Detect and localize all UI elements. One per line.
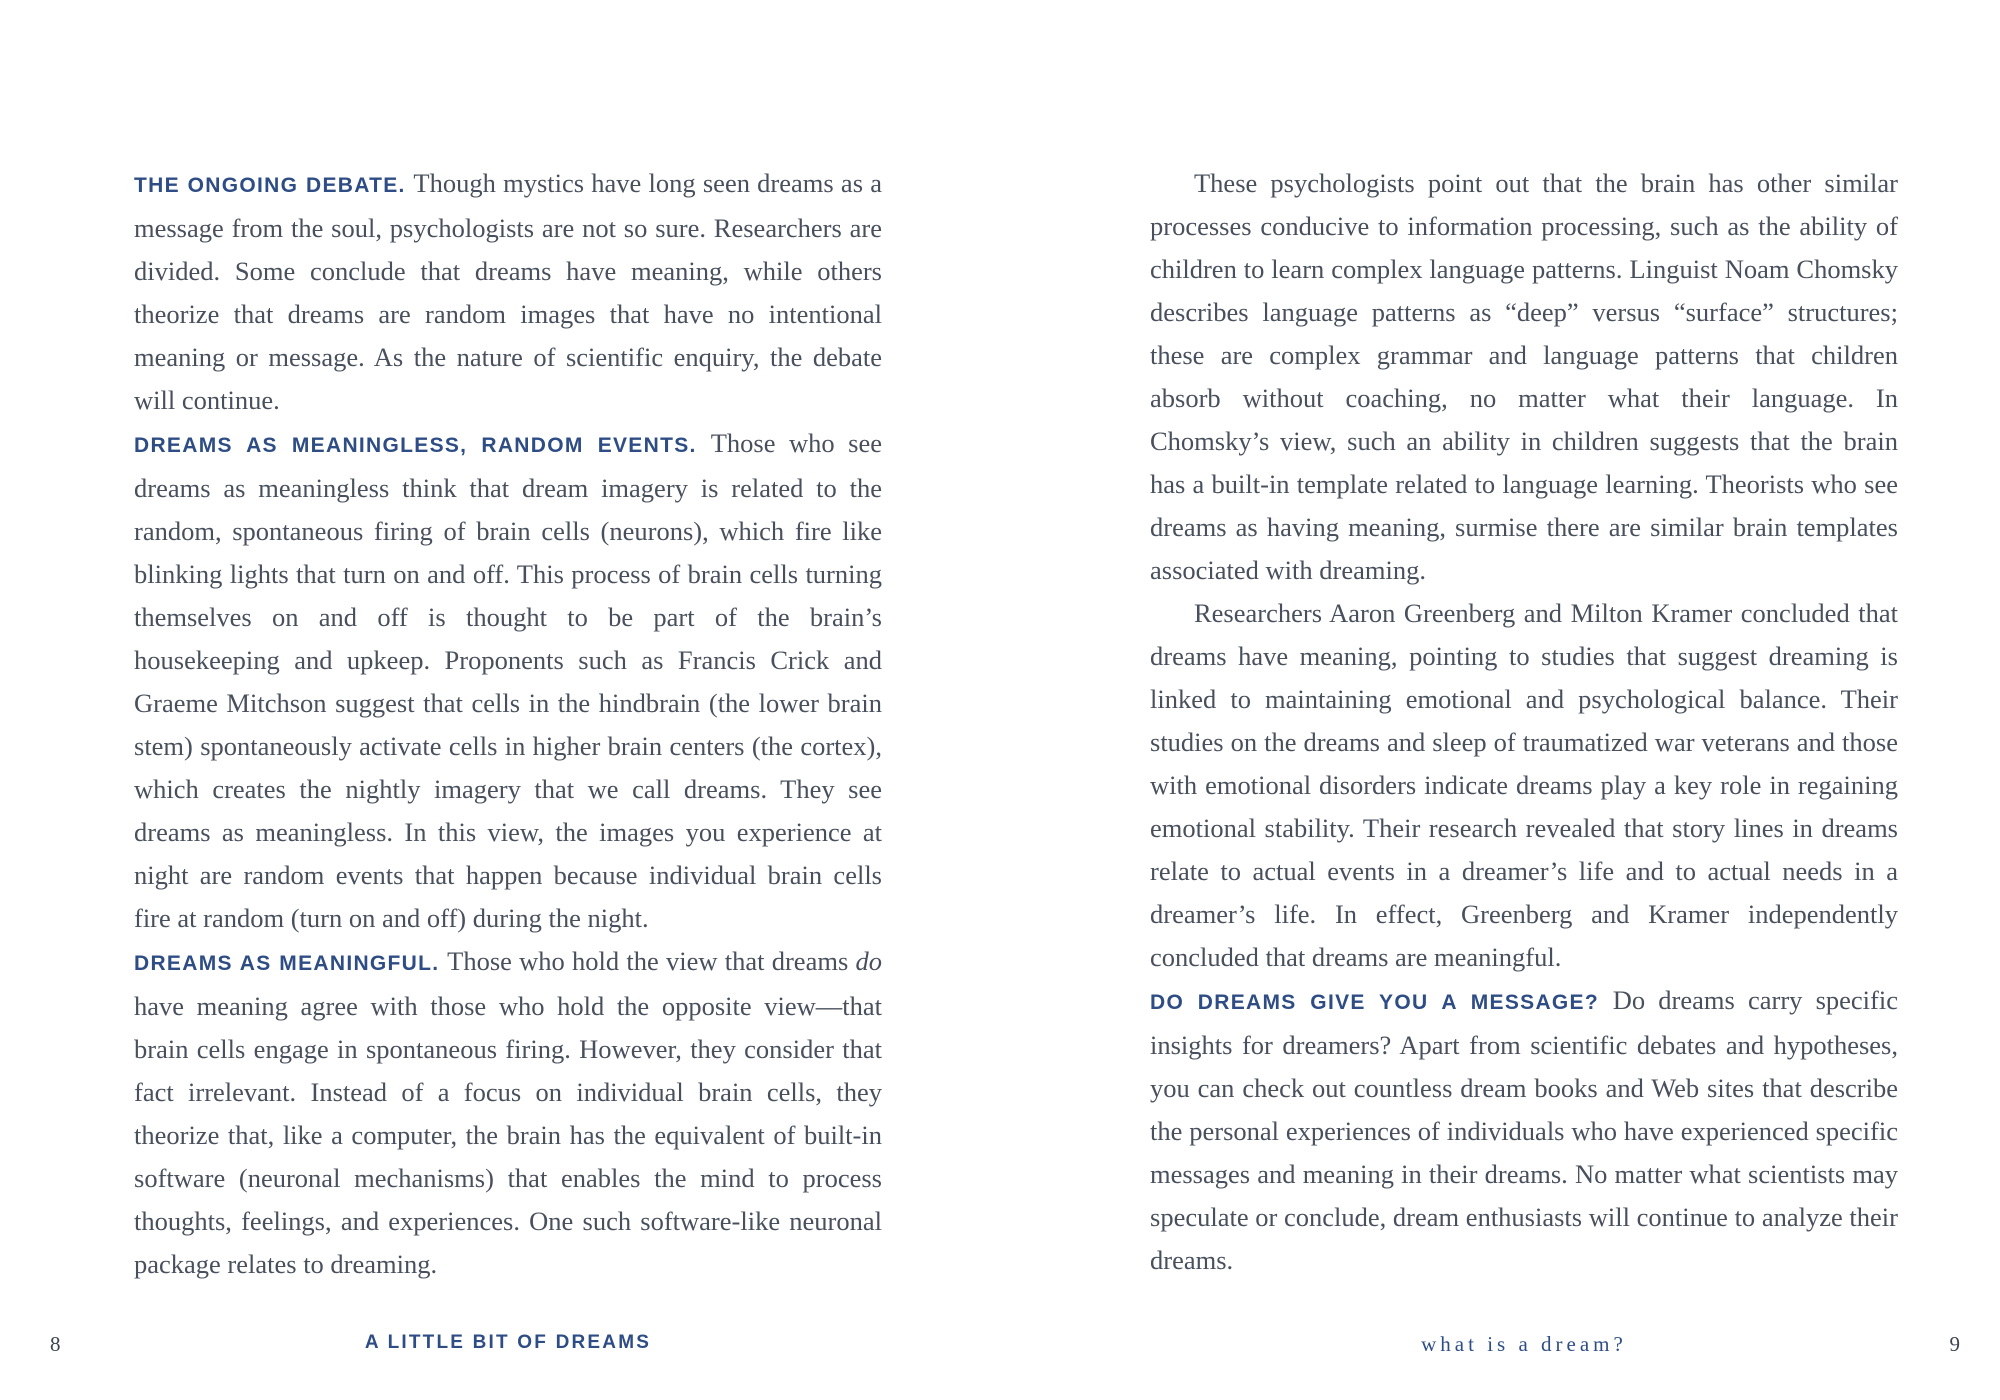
run-in-heading: DO DREAMS GIVE YOU A MESSAGE? — [1150, 991, 1613, 1014]
paragraph — [134, 940, 882, 1286]
run-in-heading: THE ONGOING DEBATE. — [134, 174, 414, 197]
body-text: Those who see dreams as meaningless think that dream imagery is related to the random, spontaneous firing of brain cells (neurons), which fire like blinking lights that turn on and off. This process of brain cells turning themselves on and off is thought to be part of the brain’s housekeeping and upkeep. Proponents such as Francis Crick and Graeme Mitchson suggest that cells in the hindbrain (the lower brain stem) spontaneously activate cells in higher brain centers (the cortex), which creates the nightly imagery that we call dreams. They see dreams as meaningless. In this view, the images you experience at night are random events that happen because individual brain cells fire at random (turn on and off) during the night. — [134, 428, 882, 933]
body-text: These psychologists point out that the brain has other similar processes conducive to information processing, such as the ability of children to learn complex language patterns. Linguist Noam Chomsky describes language patterns as “deep” versus “surface” structures; these are complex grammar and language patterns that children absorb without coaching, no matter what their language. In Chomsky’s view, such an ability in children suggests that the brain has a built-in template related to language learning. Theorists who see dreams as having meaning, surmise there are similar brain templates associated with dreaming. — [1150, 168, 1898, 585]
body-text: Though mystics have long seen dreams as a message from the soul, psychologists are not so sure. Researchers are divided. Some conclude that dreams have meaning, while others theorize that dreams are random images that have no intentional meaning or message. As the nature of scientific enquiry, the debate will continue. — [134, 168, 882, 415]
paragraph — [1150, 979, 1898, 1282]
paragraph — [134, 162, 882, 422]
page-number-right: 9 — [1949, 1332, 1960, 1356]
page-number-left: 8 — [50, 1332, 61, 1356]
body-text: Researchers Aaron Greenberg and Milton Kramer concluded that dreams have meaning, pointing to studies that suggest dreaming is linked to maintaining emotional and psychological balance. Their studies on the dreams and sleep of traumatized war veterans and those with emotional disorders indicate dreams play a key role in regaining emotional stability. Their research revealed that story lines in dreams relate to actual events in a dreamer’s life and to actual needs in a dreamer’s life. In effect, Greenberg and Kramer independently concluded that dreams are meaningful. — [1150, 598, 1898, 972]
left-text-column — [134, 162, 882, 1286]
running-head-left: A LITTLE BIT OF DREAMS — [364, 1332, 652, 1353]
running-head-right: what is a dream? — [1421, 1332, 1627, 1356]
body-text: have meaning agree with those who hold the opposite view—that brain cells engage in spontaneous firing. However, they consider that fact irrelevant. Instead of a focus on individual brain cells, they theorize that, like a computer, the brain has the equivalent of built-in software (neuronal mechanisms) that enables the mind to process thoughts, feelings, and experiences. One such software-like neuronal package relates to dreaming. — [134, 991, 882, 1279]
run-in-heading: DREAMS AS MEANINGLESS, RANDOM EVENTS. — [134, 434, 711, 457]
right-text-column — [1150, 162, 1898, 1282]
body-text: Do dreams carry specific insights for dreamers? Apart from scientific debates and hypotheses, you can check out countless dream books and Web sites that describe the personal experiences of individuals who have experienced specific messages and meaning in their dreams. No matter what scientists may speculate or conclude, dream enthusiasts will continue to analyze their dreams. — [1150, 985, 1898, 1275]
italic-text: do — [855, 946, 882, 976]
paragraph — [1150, 592, 1898, 979]
paragraph — [134, 422, 882, 940]
run-in-heading: DREAMS AS MEANINGFUL. — [134, 952, 448, 975]
footer — [0, 1330, 2000, 1370]
body-text: Those who hold the view that dreams — [447, 946, 856, 976]
paragraph — [1150, 162, 1898, 592]
